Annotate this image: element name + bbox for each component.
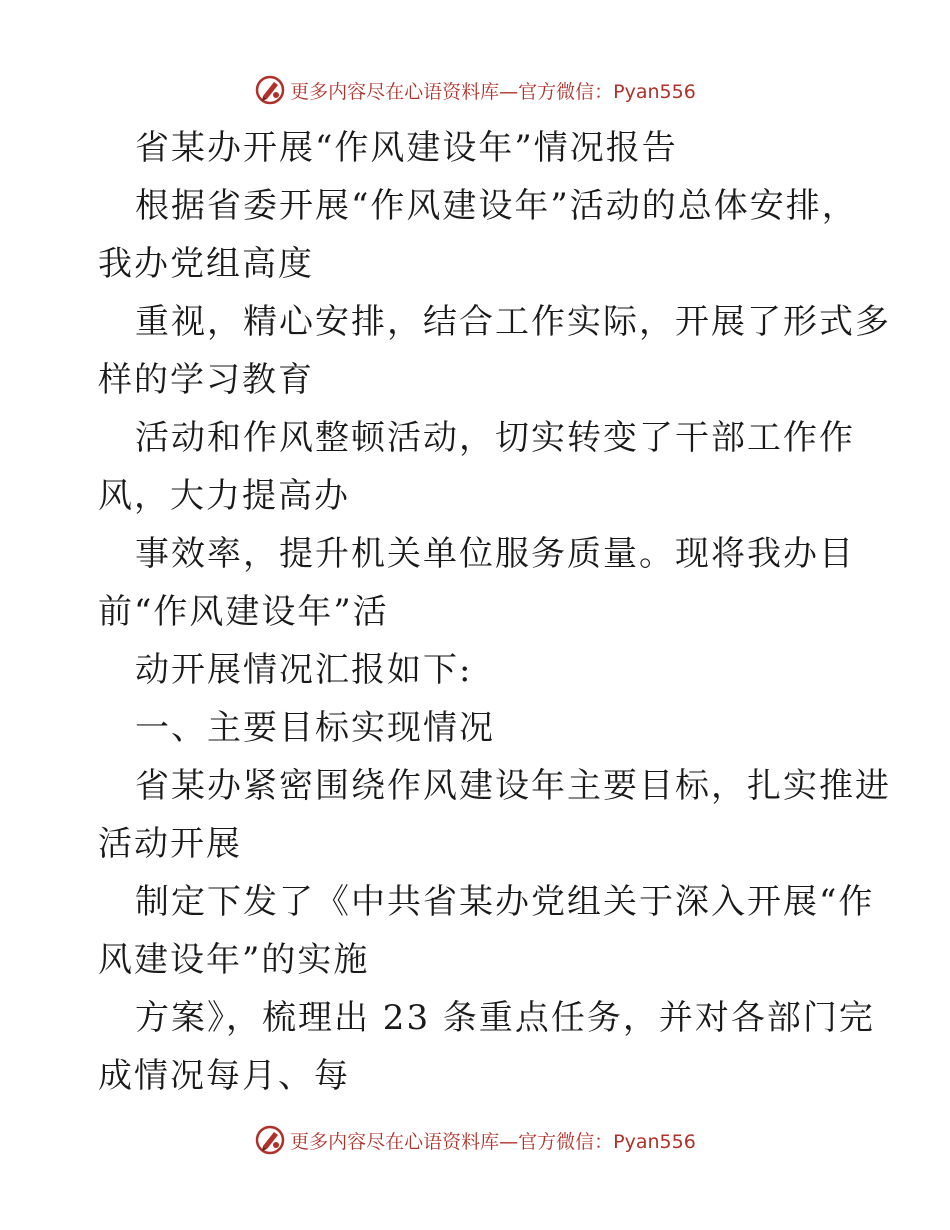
paragraph-line: 动开展情况汇报如下: [135,650,473,690]
paragraph-line: 成情况每月、每 [98,1056,350,1096]
footer-banner [0,1120,950,1160]
banner-text: 更多内容尽在心语资料库—官方微信：Pyan556 [290,1130,696,1153]
banner-text: 更多内容尽在心语资料库—官方微信：Pyan556 [290,80,696,103]
header-banner [0,70,950,110]
paragraph-line: 重视，精心安排，结合工作实际，开展了形式多 [135,302,891,342]
section-heading: 一、主要目标实现情况 [135,708,495,748]
doc-title: 省某办开展“作风建设年”情况报告 [135,128,678,168]
paragraph-line: 风建设年”的实施 [98,940,370,980]
paragraph-line: 事效率，提升机关单位服务质量。现将我办目 [135,534,855,574]
paragraph-line: 制定下发了《中共省某办党组关于深入开展“作 [135,882,875,922]
paragraph-line: 活动和作风整顿活动，切实转变了干部工作作 [135,418,855,458]
paragraph-line: 样的学习教育 [98,360,314,400]
paragraph-line: 前“作风建设年”活 [98,592,389,632]
paragraph-line: 省某办紧密围绕作风建设年主要目标，扎实推进 [135,766,891,806]
paragraph-line: 风，大力提高办 [98,476,350,516]
pen-logo-icon [254,74,286,106]
pen-logo-icon [254,1124,286,1156]
paragraph-line: 根据省委开展“作风建设年”活动的总体安排， [135,186,858,226]
paragraph-line: 我办党组高度 [98,244,314,284]
paragraph-line: 活动开展 [98,824,242,864]
paragraph-line: 方案》，梳理出 23 条重点任务，并对各部门完 [135,998,875,1038]
